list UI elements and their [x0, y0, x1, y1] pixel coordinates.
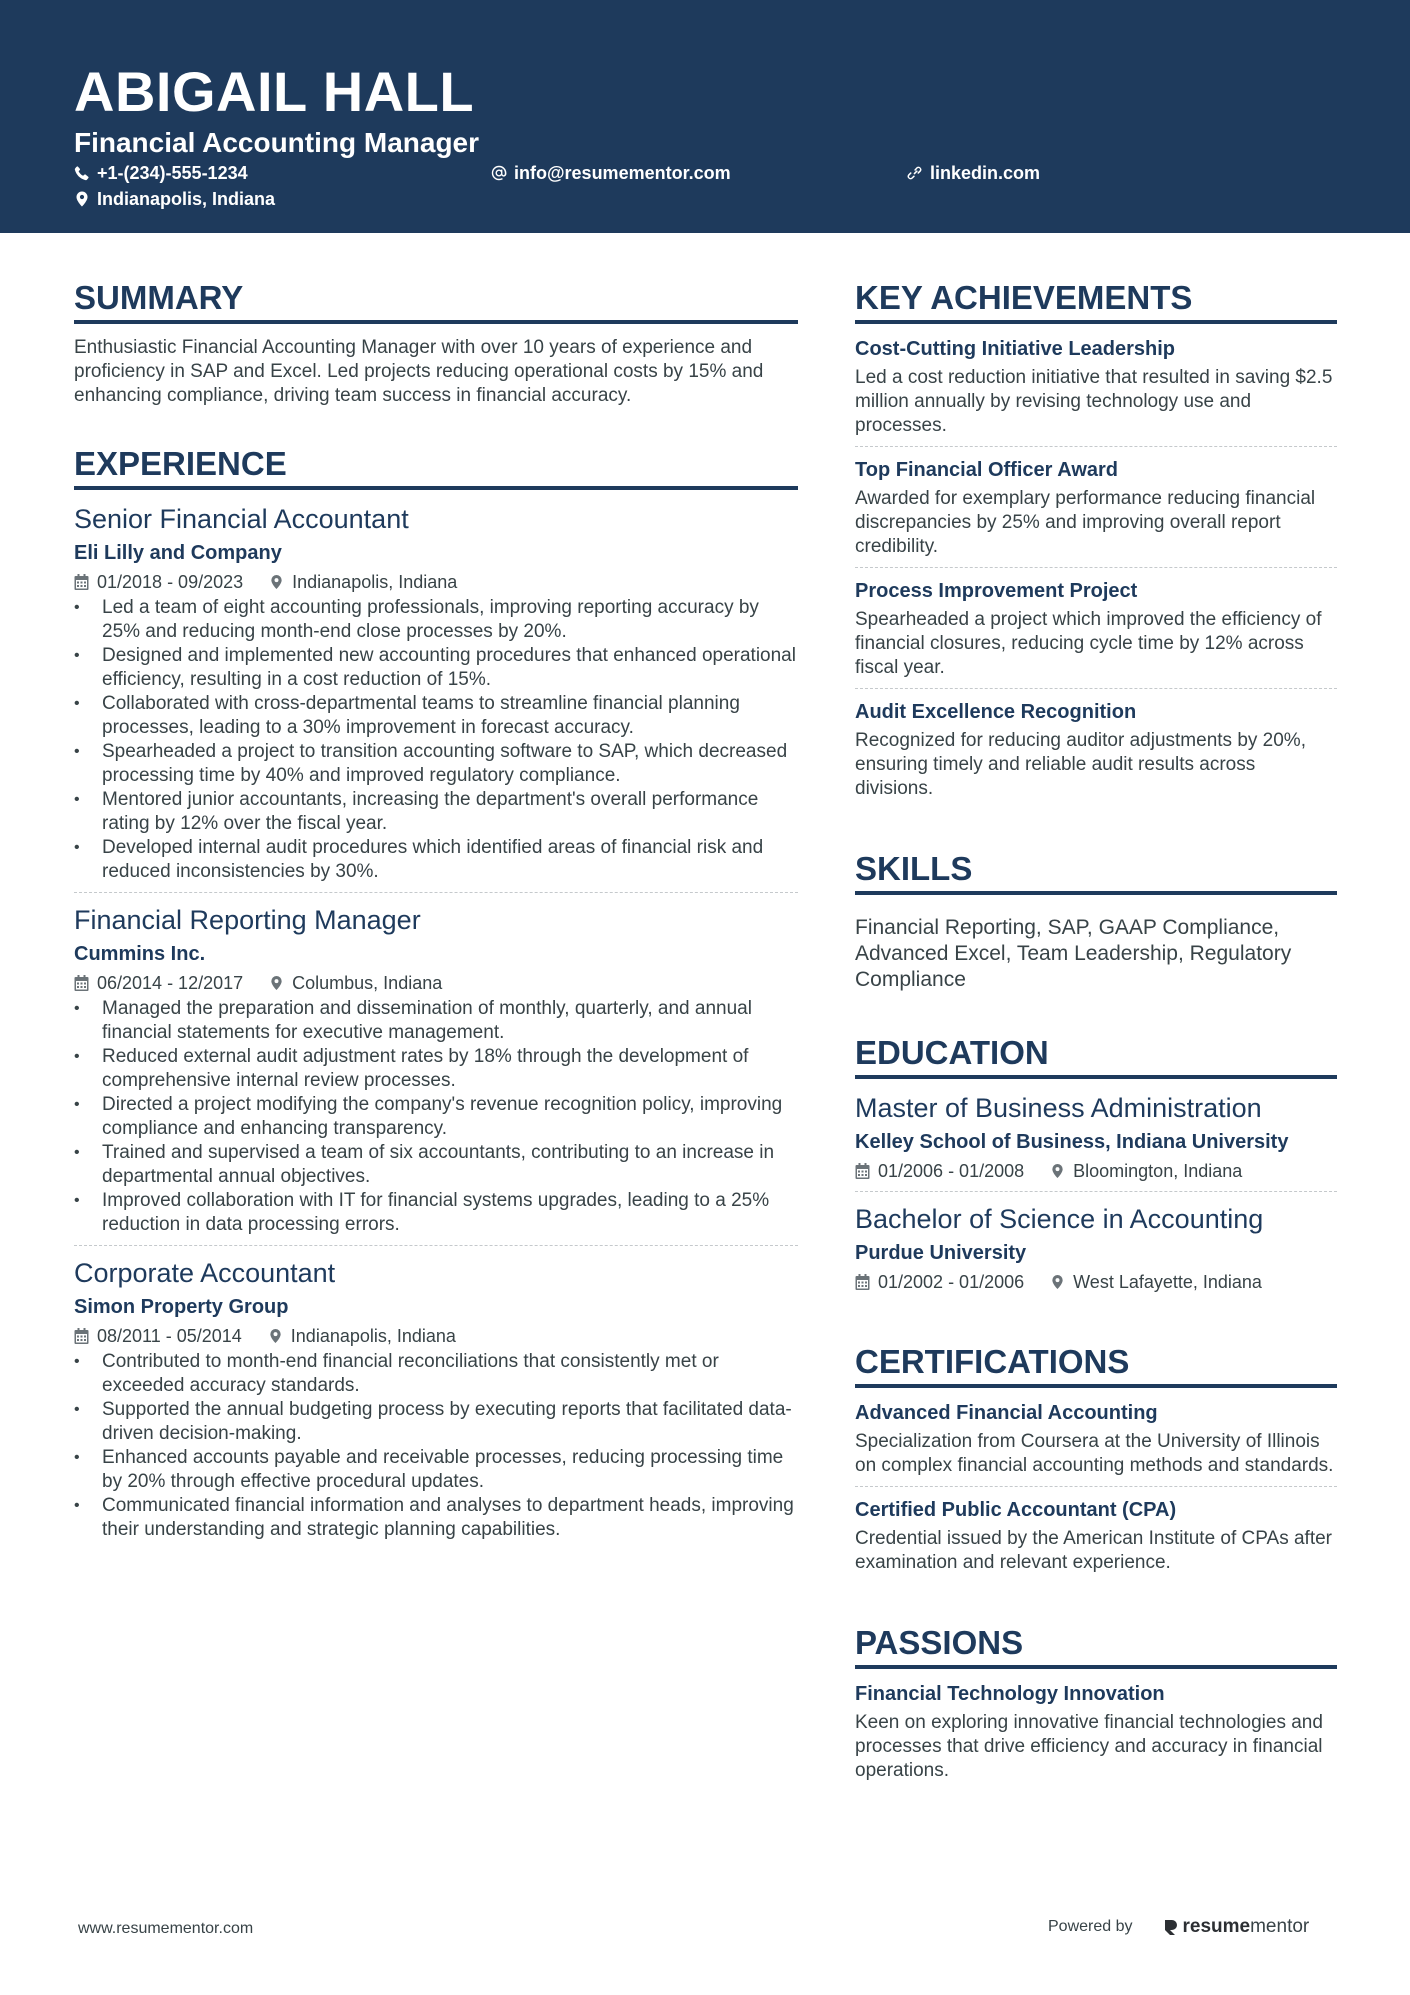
skills-text: Financial Reporting, SAP, GAAP Compliance, Advanced Excel, Team Leadership, Regulatory Compliance — [855, 916, 1292, 991]
calendar-icon — [74, 574, 89, 590]
contact-location — [74, 188, 275, 210]
job-bullets — [74, 596, 798, 884]
job-bullet: • Trained and supervised a team of six accountants, contributing to an increase in departmental annual objectives. — [74, 1141, 798, 1189]
job-bullet: • Developed internal audit procedures which identified areas of financial risk and reduced inconsistencies by 30%. — [74, 836, 798, 884]
job-bullet: • Mentored junior accountants, increasing the department's overall performance rating by 12% over the fiscal year. — [74, 788, 798, 836]
degree-title: Bachelor of Science in Accounting — [855, 1204, 1264, 1234]
achievement-text: Spearheaded a project which improved the efficiency of financial closures, reducing cycle time by 12% across fiscal year. — [855, 609, 1322, 678]
at-icon — [491, 165, 507, 181]
section-heading-education: EDUCATION — [855, 1033, 1337, 1079]
map-pin-icon — [74, 191, 90, 207]
link-icon — [907, 165, 923, 181]
section-heading-skills: SKILLS — [855, 849, 1337, 895]
achievement-title: Cost-Cutting Initiative Leadership — [855, 338, 1176, 360]
achievement-text: Awarded for exemplary performance reducing financial discrepancies by 25% and improving overall report credibility. — [855, 488, 1316, 557]
passions-section — [855, 1623, 1337, 1791]
job-bullet: • Supported the annual budgeting process by executing reports that facilitated data-driven decision-making. — [74, 1398, 798, 1446]
job-meta — [74, 1324, 798, 1348]
candidate-title: Financial Accounting Manager — [74, 127, 480, 158]
education-location-text: West Lafayette, Indiana — [1073, 1272, 1262, 1292]
brand-bold: resume — [1182, 1916, 1251, 1937]
job-bullet: • Led a team of eight accounting professionals, improving reporting accuracy by 25% and reducing month-end close processes by 20%. — [74, 596, 798, 644]
education-meta — [855, 1270, 1337, 1294]
job-title: Senior Financial Accountant — [74, 504, 409, 534]
school-name: Kelley School of Business, Indiana University — [855, 1131, 1289, 1153]
job-bullet: • Reduced external audit adjustment rates by 18% through the development of comprehensive internal review processes. — [74, 1045, 798, 1093]
job-bullet: • Enhanced accounts payable and receivable processes, reducing processing time by 20% through effective procedural updates. — [74, 1446, 798, 1494]
map-pin-icon — [1050, 1163, 1065, 1179]
passion-item — [855, 1681, 1337, 1791]
job-bullet: • Communicated financial information and analyses to department heads, improving their understanding and strategic planning capabilities. — [74, 1494, 798, 1542]
job-entry — [74, 903, 798, 1246]
job-location — [269, 570, 457, 594]
job-bullet: • Managed the preparation and dissemination of monthly, quarterly, and annual financial statements for executive management. — [74, 997, 798, 1045]
job-bullet: • Contributed to month-end financial reconciliations that consistently met or exceeded accuracy standards. — [74, 1350, 798, 1398]
certification-text: Credential issued by the American Institute of CPAs after examination and relevant experience. — [855, 1528, 1332, 1573]
job-meta — [74, 971, 798, 995]
right-column — [855, 278, 1337, 1831]
certifications-section — [855, 1342, 1337, 1583]
brand-logo-icon — [1163, 1918, 1179, 1936]
contact-linkedin[interactable] — [907, 162, 1040, 184]
summary-text: Enthusiastic Financial Accounting Manager with over 10 years of experience and proficiency in SAP and Excel. Led projects reducing operational costs by 15% and enhancing compliance, driving team success in financial accuracy. — [74, 337, 764, 406]
calendar-icon — [855, 1274, 870, 1290]
achievements-section — [855, 278, 1337, 809]
company-name: Eli Lilly and Company — [74, 542, 282, 564]
job-bullets — [74, 997, 798, 1237]
skills-section — [855, 849, 1337, 993]
certification-text: Specialization from Coursera at the University of Illinois on complex financial accounting methods and standards. — [855, 1431, 1334, 1476]
job-dates: 06/2014 - 12/2017 — [97, 973, 244, 993]
section-heading-certifications: CERTIFICATIONS — [855, 1342, 1337, 1388]
phone-text: +1-(234)-555-1234 — [97, 163, 248, 183]
job-bullet: • Spearheaded a project to transition accounting software to SAP, which decreased processing time by 40% and improved regulatory compliance. — [74, 740, 798, 788]
calendar-icon — [74, 1328, 89, 1344]
job-bullet: • Designed and implemented new accounting procedures that enhanced operational efficiency, resulting in a cost reduction of 15%. — [74, 644, 798, 692]
job-location — [268, 1324, 456, 1348]
location-text: Indianapolis, Indiana — [97, 189, 276, 209]
passion-title: Financial Technology Innovation — [855, 1683, 1165, 1705]
achievement-title: Top Financial Officer Award — [855, 459, 1119, 481]
achievement-title: Audit Excellence Recognition — [855, 701, 1137, 723]
brand-logo[interactable] — [1163, 1916, 1310, 1938]
job-title: Financial Reporting Manager — [74, 905, 421, 935]
job-bullet: • Collaborated with cross-departmental teams to streamline financial planning processes, leading to a 30% improvement in forecast accuracy. — [74, 692, 798, 740]
map-pin-icon — [269, 574, 284, 590]
achievement-item — [855, 578, 1337, 689]
education-item — [855, 1202, 1337, 1302]
passion-text: Keen on exploring innovative financial technologies and processes that drive efficiency and accuracy in financial operations. — [855, 1712, 1323, 1781]
education-section — [855, 1033, 1337, 1302]
contact-email[interactable] — [491, 162, 731, 184]
job-entry — [74, 502, 798, 893]
company-name: Simon Property Group — [74, 1296, 289, 1318]
powered-by-label: Powered by — [1048, 1918, 1133, 1935]
calendar-icon — [855, 1163, 870, 1179]
job-bullet: • Directed a project modifying the company's revenue recognition policy, improving compliance and enhancing transparency. — [74, 1093, 798, 1141]
map-pin-icon — [1050, 1274, 1065, 1290]
achievement-item — [855, 457, 1337, 568]
education-dates: 01/2006 - 01/2008 — [878, 1161, 1025, 1181]
job-title: Corporate Accountant — [74, 1258, 336, 1288]
certification-title: Advanced Financial Accounting — [855, 1402, 1158, 1424]
section-heading-experience: EXPERIENCE — [74, 444, 798, 490]
summary-section — [74, 278, 798, 408]
map-pin-icon — [268, 1328, 283, 1344]
achievement-text: Led a cost reduction initiative that resulted in saving $2.5 million annually by revising technology use and processes. — [855, 367, 1333, 436]
school-name: Purdue University — [855, 1242, 1027, 1264]
linkedin-text: linkedin.com — [930, 163, 1041, 183]
job-location — [269, 971, 442, 995]
certification-title: Certified Public Accountant (CPA) — [855, 1499, 1177, 1521]
experience-section — [74, 444, 798, 1550]
education-location-text: Bloomington, Indiana — [1073, 1161, 1243, 1181]
job-bullets — [74, 1350, 798, 1542]
map-pin-icon — [269, 975, 284, 991]
education-location — [1050, 1270, 1262, 1294]
job-location-text: Columbus, Indiana — [292, 973, 443, 993]
resume-header — [0, 0, 1410, 233]
job-location-text: Indianapolis, Indiana — [290, 1326, 456, 1346]
education-item — [855, 1091, 1337, 1192]
degree-title: Master of Business Administration — [855, 1093, 1262, 1123]
footer-brand — [1048, 1916, 1309, 1938]
achievement-item — [855, 699, 1337, 809]
brand-rest: mentor — [1250, 1916, 1310, 1937]
candidate-name: ABIGAIL HALL — [74, 60, 475, 123]
job-bullet: • Improved collaboration with IT for financial systems upgrades, leading to a 25% reduction in data processing errors. — [74, 1189, 798, 1237]
achievement-text: Recognized for reducing auditor adjustments by 20%, ensuring timely and reliable audit results across divisions. — [855, 730, 1306, 799]
left-column — [74, 278, 798, 1590]
achievement-title: Process Improvement Project — [855, 580, 1138, 602]
education-meta — [855, 1159, 1337, 1183]
certification-item — [855, 1497, 1337, 1583]
footer-website[interactable]: www.resumementor.com — [78, 1920, 254, 1937]
section-heading-achievements: KEY ACHIEVEMENTS — [855, 278, 1337, 324]
job-entry — [74, 1256, 798, 1550]
phone-icon — [74, 165, 90, 181]
education-dates: 01/2002 - 01/2006 — [878, 1272, 1025, 1292]
calendar-icon — [74, 975, 89, 991]
job-meta — [74, 570, 798, 594]
email-text: info@resumementor.com — [514, 163, 731, 183]
job-location-text: Indianapolis, Indiana — [292, 572, 458, 592]
job-dates: 08/2011 - 05/2014 — [97, 1326, 242, 1346]
section-heading-summary: SUMMARY — [74, 278, 798, 324]
section-heading-passions: PASSIONS — [855, 1623, 1337, 1669]
education-location — [1050, 1159, 1242, 1183]
achievement-item — [855, 336, 1337, 447]
contact-phone[interactable] — [74, 162, 248, 184]
company-name: Cummins Inc. — [74, 943, 206, 965]
job-dates: 01/2018 - 09/2023 — [97, 572, 244, 592]
certification-item — [855, 1400, 1337, 1487]
